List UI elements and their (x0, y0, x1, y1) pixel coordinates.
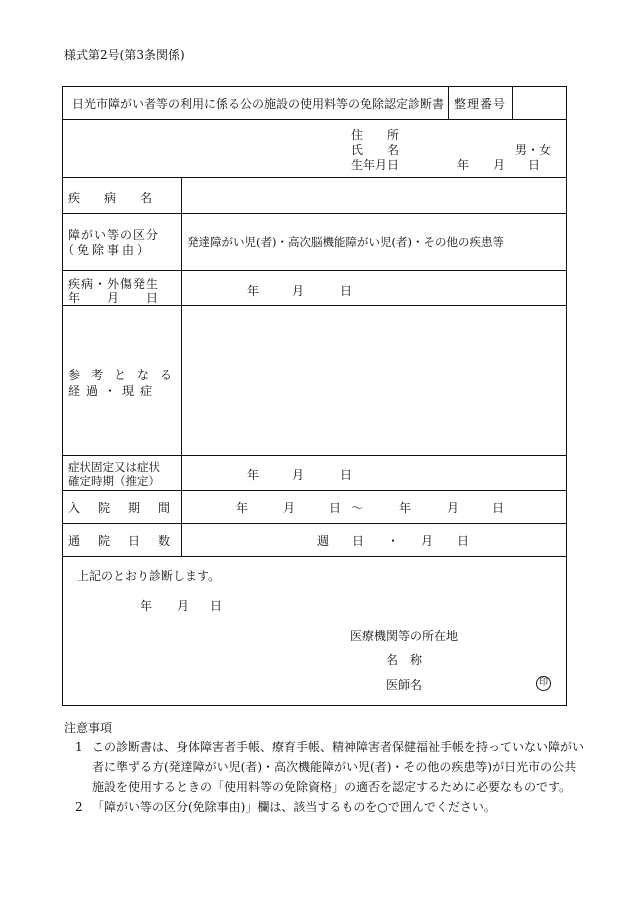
category-label-line1: 障がい等の区分 (68, 228, 160, 242)
footer-day: 日 (210, 599, 223, 613)
disease-label: 疾 病 名 (68, 191, 153, 205)
note-item-2 (64, 797, 584, 817)
history-label-line2: 経過・現症 (68, 384, 159, 398)
table-left-border (62, 86, 63, 556)
category-options[interactable]: 発達障がい児(者)・高次脳機能障がい児(者)・その他の疾患等 (187, 235, 504, 249)
note-item-1 (64, 737, 584, 797)
fixed-day: 日 (340, 468, 353, 482)
institution-address-label: 医療機関等の所在地 (350, 629, 459, 643)
rule-8 (62, 523, 567, 524)
seal-icon: 印 (536, 676, 551, 691)
rule-4 (62, 270, 567, 271)
rule-10 (62, 705, 567, 706)
notes-heading: 注意事項 (64, 721, 113, 735)
address-label: 住 所 (351, 128, 400, 142)
visits-weeks: 週 (317, 534, 330, 548)
visits-dot: ・ (387, 534, 400, 548)
footer-left-border (62, 556, 63, 706)
note-text: この診断書は、身体障害者手帳、療育手帳、精神障害者保健福祉手帳を持っていない障がい者に準ずる方(発達障がい児(者)・高次機能障がい児(者)・その他の疾患等)が日光市の公共施設を使用するときの「使用料等の免除資格」の適否を認定するために必要なものです。 (92, 740, 585, 794)
rule-2 (62, 177, 567, 178)
visits-days: 日 (352, 534, 365, 548)
footer-year: 年 (140, 599, 153, 613)
note-number: 1 (75, 740, 83, 754)
header-divider-2 (512, 86, 513, 119)
form-title: 日光市障がい者等の利用に係る公の施設の使用料等の免除認定診断書 (72, 97, 445, 111)
onset-month: 月 (292, 284, 305, 298)
hosp-tilde: ～ (351, 501, 364, 515)
header-top-border (62, 86, 567, 87)
hosp-year2: 年 (399, 501, 412, 515)
footer-month: 月 (177, 599, 190, 613)
dob-month: 月 (493, 158, 506, 172)
visits-month-days: 日 (457, 534, 470, 548)
rule-9 (62, 556, 567, 557)
hosp-month2: 月 (447, 501, 460, 515)
history-label-line1: 参考となる (68, 368, 184, 382)
visits-month: 月 (421, 534, 434, 548)
hosp-day1: 日 (329, 501, 342, 515)
notes-list (64, 737, 584, 817)
fixed-label-line2: 確定時期（推定） (68, 474, 160, 488)
category-label-line2: （免除事由） (62, 243, 153, 257)
hosp-month1: 月 (283, 501, 296, 515)
hosp-year1: 年 (236, 501, 249, 515)
dob-year: 年 (457, 158, 470, 172)
form-id: 様式第2号(第3条関係) (64, 48, 185, 62)
rule-7 (62, 490, 567, 491)
fixed-label-line1: 症状固定又は症状 (68, 460, 160, 474)
rule-3 (62, 213, 567, 214)
dob-day: 日 (528, 158, 541, 172)
footer-right-border (566, 556, 567, 706)
name-label: 氏 名 (351, 143, 400, 157)
visits-label: 通 院 日 数 (68, 534, 174, 548)
hospitalization-label: 入 院 期 間 (68, 501, 174, 515)
hosp-day2: 日 (492, 501, 505, 515)
history-field[interactable] (184, 308, 564, 453)
statement: 上記のとおり診断します。 (77, 569, 221, 583)
dob-label: 生年月日 (351, 158, 400, 172)
header-divider-1 (448, 86, 449, 119)
table-right-border (566, 86, 567, 556)
disease-field[interactable] (184, 180, 564, 211)
note-text: 「障がい等の区分(免除事由)」欄は、該当するものを○で囲んでください。 (92, 800, 496, 814)
onset-day: 日 (340, 284, 353, 298)
onset-year: 年 (247, 284, 260, 298)
seiri-bango-field[interactable] (514, 88, 565, 118)
institution-name-label: 名 称 (386, 653, 423, 667)
seiri-bango-label: 整理番号 (454, 97, 507, 111)
note-number: 2 (75, 800, 83, 814)
onset-label-line1: 疾病・外傷発生 (68, 277, 160, 291)
onset-label-line2: 年 月 日 (68, 291, 160, 305)
fixed-month: 月 (292, 468, 305, 482)
rule-1 (62, 119, 567, 120)
gender-choice[interactable]: 男・女 (515, 143, 552, 157)
fixed-year: 年 (247, 468, 260, 482)
doctor-name-label: 医師名 (386, 678, 423, 692)
rule-6 (62, 455, 567, 456)
